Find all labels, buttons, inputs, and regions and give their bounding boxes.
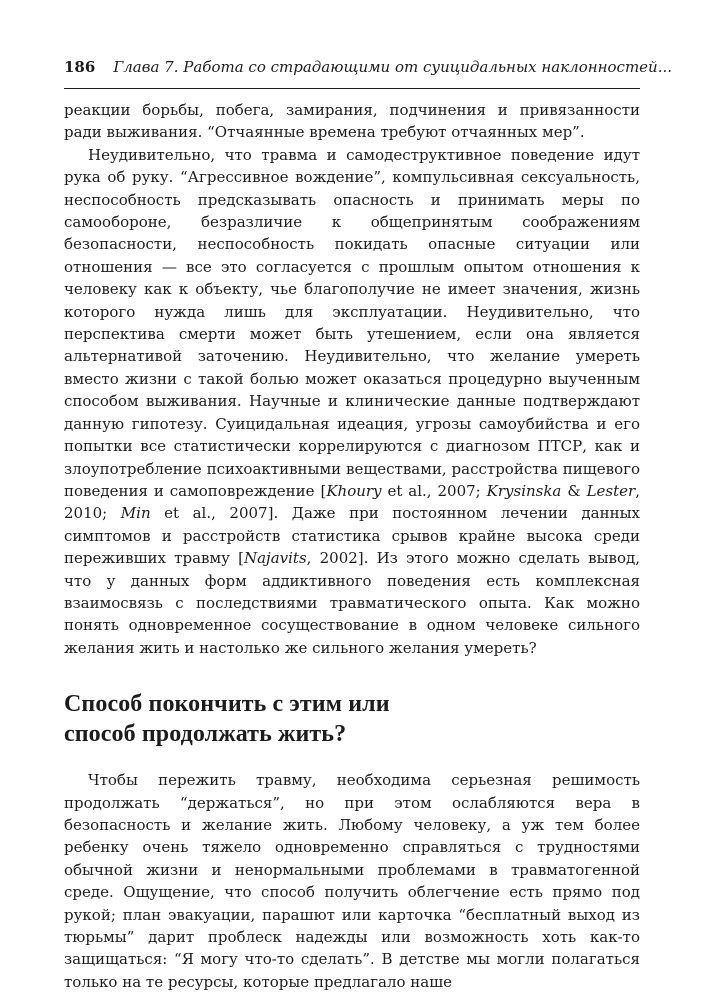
citation-text: et al., 2007]. Даже при постоянном лечении данных симптомов и расстройств статистика срывов крайне высока среди переживших травму [ bbox=[64, 504, 640, 568]
section-heading-line-2: способ продолжать жить? bbox=[64, 721, 347, 748]
section-heading-line-1: Способ покончить с этим или bbox=[64, 691, 390, 718]
running-head bbox=[64, 56, 673, 80]
paragraph-2-text-a: Неудивительно, что травма и самодеструктивное поведение идут рука об руку. “Агрессивное вождение”, компульсивная сексуальность, неспособность предсказывать опасность и принимать меры по самообороне, безразличие к общепринятым соображениям безопасности, неспособность покидать опасные ситуации или отношения — все это согласуется с прошлым опытом отношения к человеку как к объекту, чье благополучие не имеет значения, жизнь которого нужда лишь для эксплуатации. Неудивительно, что перспектива смерти может быть утешением, если она является альтернативой заточению. Неудивительно, что желание умереть вместо жизни с такой болью может оказаться процедурно выученным способом выживания. Научные и клинические данные подтверждают данную гипотезу. Суицидальная идеация, угрозы самоубийства и его попытки все статистически коррелируются с диагнозом ПТСР, как и злоупотребление психоактивными веществами, расстройства пищевого поведения и самоповреждение [ bbox=[64, 145, 640, 500]
section-heading bbox=[64, 689, 640, 749]
citation-text: , 2010; bbox=[64, 481, 640, 523]
citation-author: Min bbox=[120, 504, 151, 523]
citation-author: Khoury bbox=[326, 481, 382, 500]
citation-author: Najavits bbox=[243, 549, 307, 568]
chapter-title: Глава 7. Работа со страдающими от суицидальных наклонностей... bbox=[113, 58, 673, 76]
citation-author: Krysinska bbox=[486, 481, 562, 500]
citation-text: & bbox=[561, 481, 587, 500]
citation-author: Lester bbox=[586, 481, 636, 500]
paragraph-3: Чтобы пережить травму, необходима серьезная решимость продолжать “держаться”, но при этом ослабляются вера в безопасность и желание жить. Любому человеку, а уж тем более ребенку очень тяжело одновременно справляться с трудностями обычной жизни и ненормальными проблемами в травматогенной среде. Ощущение, что способ получить облегчение есть прямо под рукой; план эвакуации, парашют или карточка “бесплатный выход из тюрьмы” дарит проблеск надежды или возможность хоть как-то защищаться: “Я могу что-то сделать”. В детстве мы могли полагаться только на те ресурсы, которые предлагало наше bbox=[64, 771, 640, 991]
paragraph-2-text-b: , 2002]. Из этого можно сделать вывод, что у данных форм аддиктивного поведения есть комплексная взаимосвязь с последствиями травматического опыта. Как можно понять одновременное сосуществование в одном человеке сильного желания жить и настолько же сильного желания умереть? bbox=[64, 549, 640, 657]
header-rule bbox=[64, 88, 640, 89]
paragraph-2 bbox=[64, 144, 640, 659]
citation-text: et al., 2007; bbox=[381, 481, 487, 500]
page-number: 186 bbox=[64, 58, 96, 76]
book-page bbox=[64, 56, 673, 993]
paragraph-1: реакции борьбы, побега, замирания, подчинения и привязанности ради выживания. “Отчаянные времена требуют отчаянных мер”. bbox=[64, 101, 640, 142]
